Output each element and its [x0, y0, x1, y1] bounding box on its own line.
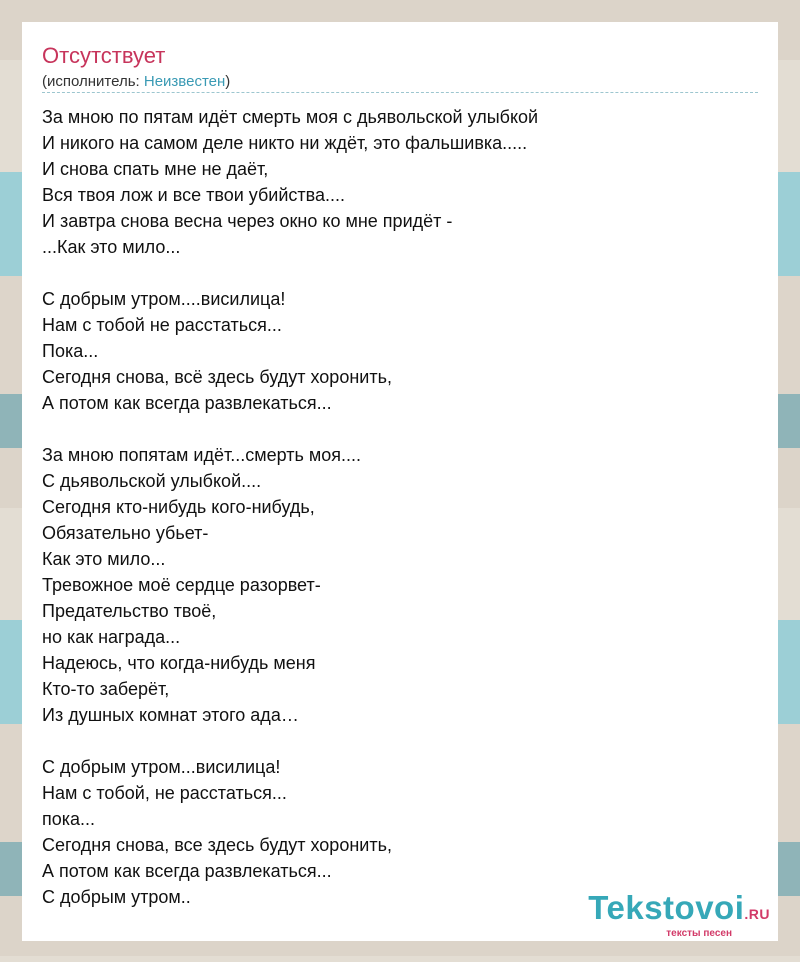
lyric-line: И никого на самом деле никто ни ждёт, это фальшивка.....	[42, 133, 528, 153]
lyric-line	[42, 260, 758, 286]
lyrics-card	[22, 22, 778, 941]
lyric-line: Сегодня снова, всё здесь будут хоронить,	[42, 367, 392, 387]
artist-line	[42, 73, 230, 91]
lyric-line: А потом как всегда развлекаться...	[42, 393, 332, 413]
logo-domain: .RU	[744, 906, 770, 922]
lyric-line: Как это мило...	[42, 549, 166, 569]
lyric-line: С добрым утром..	[42, 887, 191, 907]
lyric-line	[42, 728, 758, 754]
lyric-line: И снова спать мне не даёт,	[42, 159, 269, 179]
site-logo[interactable]	[588, 890, 770, 939]
lyric-line: Из душных комнат этого ада…	[42, 705, 299, 725]
lyric-line: Кто-то заберёт,	[42, 679, 170, 699]
artist-prefix: (исполнитель:	[42, 73, 144, 90]
lyric-line: А потом как всегда развлекаться...	[42, 861, 332, 881]
logo-name: Tekstovoi	[588, 889, 745, 926]
title-divider	[42, 92, 758, 93]
lyric-line: Надеюсь, что когда-нибудь меня	[42, 653, 316, 673]
lyric-line: Обязательно убьет-	[42, 523, 209, 543]
lyric-line: Пока...	[42, 341, 99, 361]
lyric-line	[42, 416, 758, 442]
lyric-line: Нам с тобой, не расстаться...	[42, 783, 287, 803]
lyric-line: Сегодня снова, все здесь будут хоронить,	[42, 835, 392, 855]
lyric-line: С добрым утром...висилица!	[42, 757, 281, 777]
lyric-line: С дьявольской улыбкой....	[42, 471, 262, 491]
lyric-line: Предательство твоё,	[42, 601, 217, 621]
lyric-line: С добрым утром....висилица!	[42, 289, 286, 309]
lyric-line: За мною попятам идёт...смерть моя....	[42, 445, 361, 465]
lyric-line: но как награда...	[42, 627, 181, 647]
lyric-line: ...Как это мило...	[42, 237, 181, 257]
artist-link[interactable]: Неизвестен	[143, 73, 226, 90]
lyrics-text	[42, 104, 758, 910]
logo-tagline: тексты песен	[666, 928, 732, 939]
lyric-line: Тревожное моё сердце разорвет-	[42, 575, 321, 595]
artist-suffix: )	[225, 73, 231, 90]
lyric-line: Сегодня кто-нибудь кого-нибудь,	[42, 497, 315, 517]
song-title: Отсутствует	[42, 43, 166, 68]
lyric-line: Нам с тобой не расстаться...	[42, 315, 282, 335]
lyric-line: пока...	[42, 809, 96, 829]
lyric-line: И завтра снова весна через окно ко мне придёт -	[42, 211, 453, 231]
lyric-line: Вся твоя лож и все твои убийства....	[42, 185, 346, 205]
lyric-line: За мною по пятам идёт смерть моя с дьявольской улыбкой	[42, 107, 539, 127]
